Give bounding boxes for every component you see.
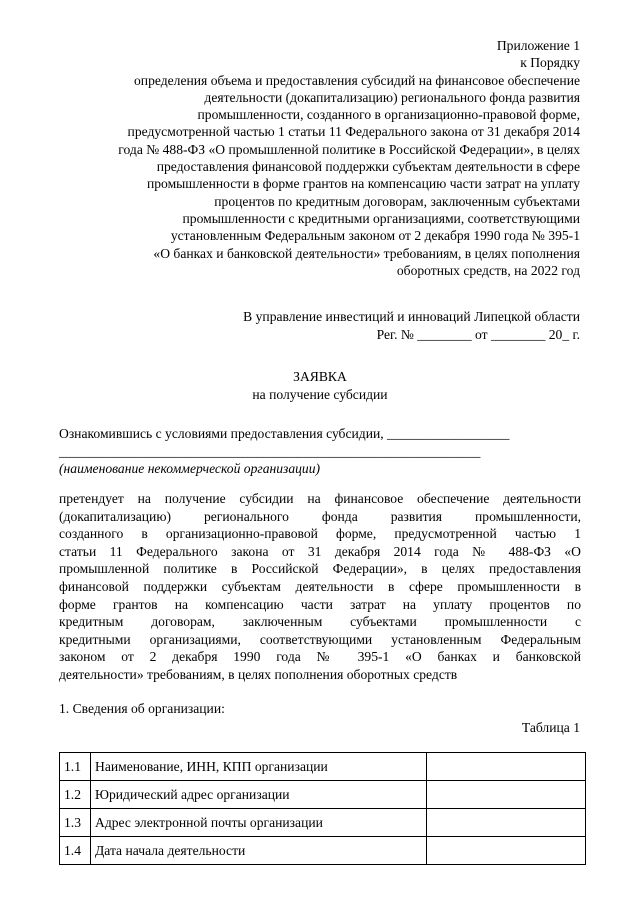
table-row <box>60 809 586 837</box>
row-value-cell <box>427 809 586 837</box>
body-line: кредитным договорам, заключенным субъектами промышленности с <box>59 614 581 630</box>
row-number: 1.2 <box>60 781 91 809</box>
row-label: Адрес электронной почты организации <box>91 809 427 837</box>
intro-blank-line: ______________________________________________________________ <box>59 443 481 459</box>
organization-name-caption: (наименование некоммерческой организации) <box>59 461 321 476</box>
appendix-line: к Порядку <box>520 55 580 71</box>
table-row <box>60 837 586 865</box>
row-value-cell <box>427 753 586 781</box>
row-label: Наименование, ИНН, КПП организации <box>91 753 427 781</box>
body-paragraph <box>59 490 581 684</box>
document-title: ЗАЯВКА <box>293 369 347 384</box>
intro-block <box>59 425 581 478</box>
row-value-cell <box>427 781 586 809</box>
body-line: деятельности» требованиям, в целях пополнения оборотных средств <box>59 666 458 682</box>
appendix-line: Приложение 1 <box>496 38 580 53</box>
section-title: 1. Сведения об организации: <box>59 701 225 716</box>
row-value-cell <box>427 837 586 865</box>
addressee-block <box>150 308 580 344</box>
row-number: 1.3 <box>60 809 91 837</box>
table-row <box>60 781 586 809</box>
appendix-line: деятельности (докапитализацию) регионального фонда развития <box>204 89 580 105</box>
intro-line: Ознакомившись с условиями предоставления субсидии, __________________ <box>59 426 510 441</box>
appendix-line: определения объема и предоставления субсидий на финансовое обеспечение <box>134 72 580 88</box>
appendix-header <box>60 37 580 279</box>
appendix-line: предоставления финансовой поддержки субъектам деятельности в сфере <box>156 159 580 175</box>
body-line: (докапитализацию) регионального фонда развития промышленности, <box>59 508 581 524</box>
body-line: претендует на получение субсидии на финансовое обеспечение деятельности <box>59 491 581 506</box>
appendix-line: предусмотренной частью 1 статьи 11 Федерального закона от 31 декабря 2014 <box>127 124 580 140</box>
table-label: Таблица 1 <box>521 720 580 735</box>
body-line: законом от 2 декабря 1990 года № 395-1 «О банках и банковской <box>59 649 581 665</box>
appendix-line: промышленности с кредитными организациями, соответствующими <box>182 210 580 226</box>
body-line: форме грантов на компенсацию части затрат на уплату процентов по <box>59 596 581 612</box>
body-line: промышленной политике в Российской Федерации», в целях предоставления <box>59 561 581 577</box>
organization-info-table <box>59 752 586 865</box>
appendix-line: оборотных средств, на 2022 год <box>396 262 580 278</box>
body-line: кредитными организациями, соответствующими установленным Федеральным <box>59 631 581 647</box>
row-number: 1.1 <box>60 753 91 781</box>
table-row <box>60 753 586 781</box>
row-label: Юридический адрес организации <box>91 781 427 809</box>
registration-line: Рег. № ________ от ________ 20_ г. <box>376 327 580 342</box>
appendix-line: процентов по кредитным договорам, заключенным субъектами <box>214 193 580 209</box>
appendix-line: «О банках и банковской деятельности» требованиям, в целях пополнения <box>153 245 580 261</box>
appendix-line: промышленности в форме грантов на компенсацию части затрат на уплату <box>146 176 580 192</box>
document-subtitle: на получение субсидии <box>252 387 388 402</box>
body-line: финансовой поддержки субъектам деятельности в сфере промышленности в <box>59 578 581 594</box>
addressee-name: В управление инвестиций и инноваций Липецкой области <box>243 309 580 324</box>
row-label: Дата начала деятельности <box>91 837 427 865</box>
appendix-line: установленным Федеральным законом от 2 декабря 1990 года № 395-1 <box>170 228 580 244</box>
row-number: 1.4 <box>60 837 91 865</box>
body-line: созданного в организационно-правовой форме, предусмотренной частью 1 <box>59 526 581 542</box>
appendix-line: года № 488-ФЗ «О промышленной политике в Российской Федерации», в целях <box>118 141 580 157</box>
appendix-line: промышленности, созданного в организационно-правовой форме, <box>197 107 580 123</box>
body-line: статьи 11 Федерального закона от 31 декабря 2014 года № 488-ФЗ «О <box>59 543 581 559</box>
